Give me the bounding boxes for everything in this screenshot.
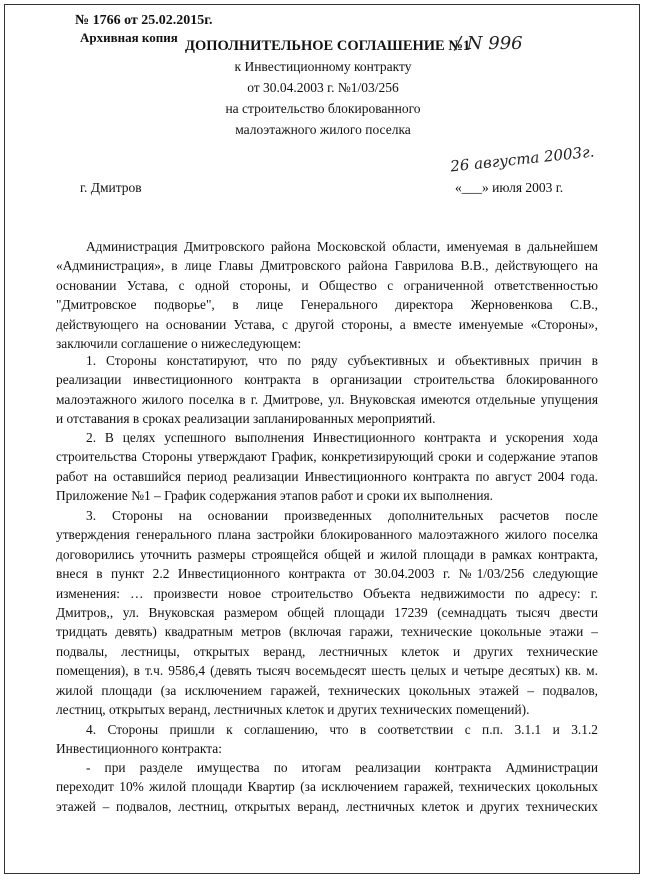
title-subline-date: от 30.04.2003 г. №1/03/256: [247, 80, 399, 95]
text-line: малоэтажного жилого поселка в г. Дмитрове, ул. Внуковская имеются отдельные упущения: [56, 391, 598, 407]
text-line: 2. В целях успешного выполнения Инвестиционного контракта и ускорения хода: [86, 430, 598, 445]
item-1: [56, 351, 598, 429]
text-line: подвалы, лестницы, открытых веранд, лестничных клеток и других технические: [56, 643, 598, 659]
text-line: строительства Стороны утверждают График, конкретизирующий сроки и содержание этапов: [56, 449, 598, 465]
title-subline-contract: к Инвестиционному контракту: [234, 59, 412, 74]
text-line: изменения: … произвести новое строительство Объекта недвижимости по адресу: г.: [56, 585, 598, 601]
text-line: Администрация Дмитровского района Московской области, именуемая в дальнейшем: [86, 239, 598, 254]
text-line: - при разделе имущества по итогам реализации контракта Администрации: [86, 760, 598, 775]
item-4: [56, 720, 598, 759]
intro-paragraph: [56, 237, 598, 353]
text-line: реализации инвестиционного контракта в организации строительства блокированного: [56, 372, 598, 388]
city-label: г. Дмитров: [80, 180, 142, 195]
text-line: договорились уточнить размеры строящейся общей и жилой площади в рамках контракта,: [56, 546, 598, 562]
text-line: основании Устава, с одной стороны, и Общество с ограниченной ответственностью: [56, 277, 598, 293]
text-line: заключили соглашение о нижеследующем:: [56, 336, 302, 352]
text-line: 3. Стороны на основании произведенных дополнительных расчетов после: [86, 508, 598, 523]
text-line: действующего на основании Устава, с другой стороны, а вместе именуемые «Стороны»,: [56, 316, 598, 332]
text-line: переходит 10% жилой площади Квартир (за исключением гаражей, технических цокольных: [56, 779, 598, 795]
text-line: Приложение №1 – График содержания этапов работ и сроки их выполнения.: [56, 488, 493, 504]
handwritten-date: 26 августа 2003г.: [449, 142, 596, 176]
text-line: "Дмитровское подворье", в лице Генерального директора Жерновенкова С.В.,: [56, 297, 598, 313]
document-number: № 1766 от 25.02.2015г.: [75, 13, 213, 28]
text-line: работ на оставшийся период реализации Инвестиционного контракта по август 2004 года.: [56, 468, 598, 484]
text-line: Инвестиционного контракта:: [56, 741, 222, 757]
title-subline-object: малоэтажного жилого поселка: [235, 122, 411, 137]
text-line: тридцать девять) квадратным метров (включая гаражи, технические цокольные этажи –: [56, 624, 598, 640]
item-3: [56, 506, 598, 719]
text-line: Дмитров,, ул. Внуковская размером общей площади 17239 (семнадцать тысяч двести: [56, 605, 598, 621]
title-subline-subject: на строительство блокированного: [225, 101, 421, 116]
handwritten-number: / N 996: [455, 33, 523, 54]
text-line: лестниц, открытых веранд, лестничных клеток и других технических помещений).: [56, 702, 530, 718]
text-line: жилой площади (за исключением гаражей, технических цокольных этажей – подвалов,: [56, 682, 598, 698]
text-line: и отставания в сроках реализации запланированных мероприятий.: [56, 411, 436, 427]
text-line: утверждения генерального плана застройки блокированного малоэтажного жилого поселка: [56, 527, 598, 543]
item-4-dash: [56, 758, 598, 816]
document-date: «___» июля 2003 г.: [455, 180, 564, 195]
archive-copy-label: Архивная копия: [80, 30, 178, 45]
text-line: 4. Стороны пришли к соглашению, что в соответствии с п.п. 3.1.1 и 3.1.2: [86, 722, 598, 737]
text-line: «Администрация», в лице Главы Дмитровского района Гаврилова В.В., действующего на: [56, 258, 598, 274]
text-line: 1. Стороны констатируют, что по ряду субъективных и объективных причин в: [86, 353, 598, 368]
page-title: ДОПОЛНИТЕЛЬНОЕ СОГЛАШЕНИЕ №1: [185, 38, 471, 54]
text-line: помещения), в т.ч. 9586,4 (девять тысяч восемьдесят шесть целых и четыре десятых) кв. м.: [56, 663, 598, 679]
text-line: этажей – подвалов, лестниц, открытых веранд, лестничных клеток и других технических: [56, 798, 598, 814]
text-line: внеся в пункт 2.2 Инвестиционного контракта от 30.04.2003 г. №1/03/256 следующие: [56, 566, 598, 582]
item-2: [56, 428, 598, 506]
